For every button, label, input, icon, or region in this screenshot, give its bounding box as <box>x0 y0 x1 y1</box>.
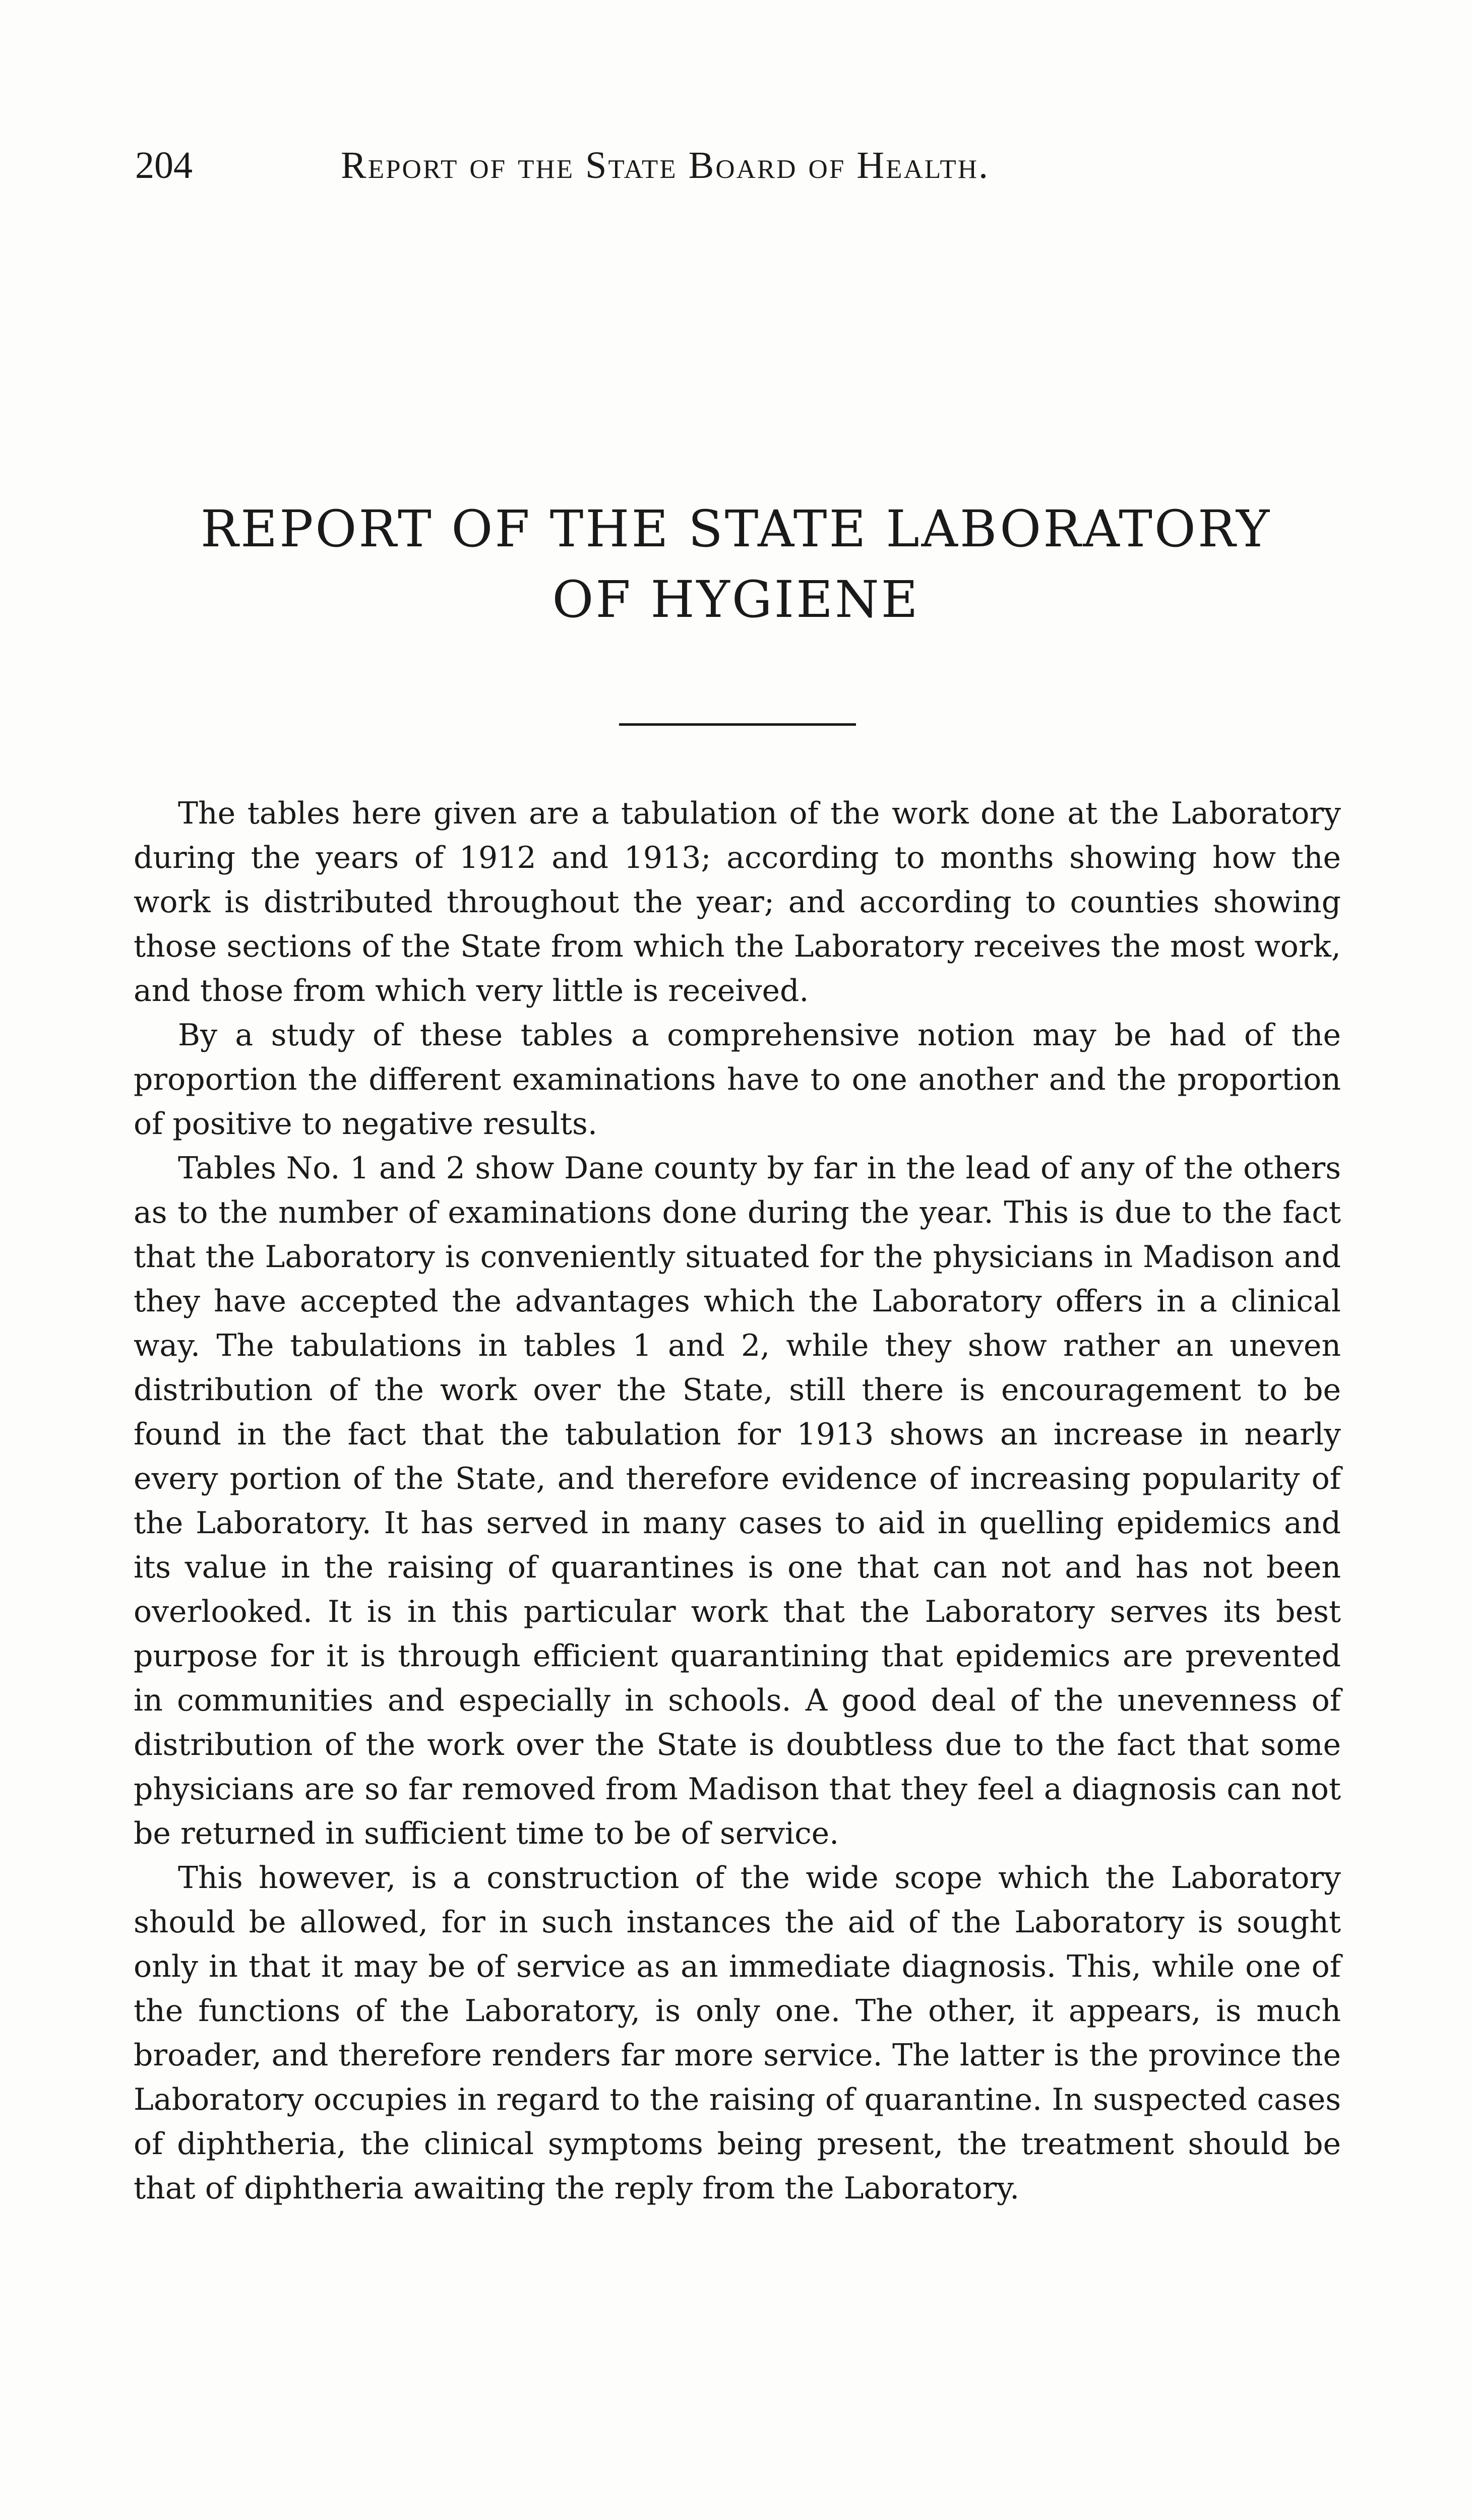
paragraph-2: By a study of these tables a comprehensive notion may be had of the proportion the different examinations have to one another and the proportion of positive to negative results. <box>134 1018 1341 1142</box>
body-text <box>134 791 1341 2211</box>
report-title-line-1: REPORT OF THE STATE LABORATORY <box>200 499 1272 558</box>
page-number: 204 <box>135 144 193 186</box>
paragraph-4: This however, is a construction of the wide scope which the Laboratory should be allowed, for in such instances the aid of the Laboratory is sought only in that it may be of service as an immediate diagnosis. This, while one of the functions of the Laboratory, is only one. The other, it appears, is much broader, and therefore renders far more service. The latter is the province the Laboratory occupies in regard to the raising of quarantine. In suspected cases of diphtheria, the clinical symptoms being present, the treatment should be that of diphtheria awaiting the reply from the Laboratory. <box>134 1860 1341 2206</box>
running-header <box>135 135 1345 196</box>
title-divider-rule <box>619 723 856 726</box>
running-title: Report of the State Board of Health. <box>341 144 990 186</box>
paragraph-1: The tables here given are a tabulation of the work done at the Laboratory during the years of 1912 and 1913; according to months showing how the work is distributed throughout the year; and according to counties showing those sections of the State from which the Laboratory receives the most work, and those from which very little is received. <box>134 796 1341 1009</box>
paragraph-3: Tables No. 1 and 2 show Dane county by far in the lead of any of the others as to the number of examinations done during the year. This is due to the fact that the Laboratory is conveniently situated for the physicians in Madison and they have accepted the advantages which the Laboratory offers in a clinical way. The tabulations in tables 1 and 2, while they show rather an uneven distribution of the work over the State, still there is encouragement to be found in the fact that the tabulation for 1913 shows an increase in nearly every portion of the State, and therefore evidence of increasing popularity of the Laboratory. It has served in many cases to aid in quelling epidemics and its value in the raising of quarantines is one that can not and has not been overlooked. It is in this particular work that the Laboratory serves its best purpose for it is through efficient quarantining that epidemics are prevented in communities and especially in schools. A good deal of the unevenness of distribution of the work over the State is doubtless due to the fact that some physicians are so far removed from Madison that they feel a diagnosis can not be returned in sufficient time to be of service. <box>134 1151 1341 1851</box>
report-title-line-2: OF HYGIENE <box>552 570 920 629</box>
